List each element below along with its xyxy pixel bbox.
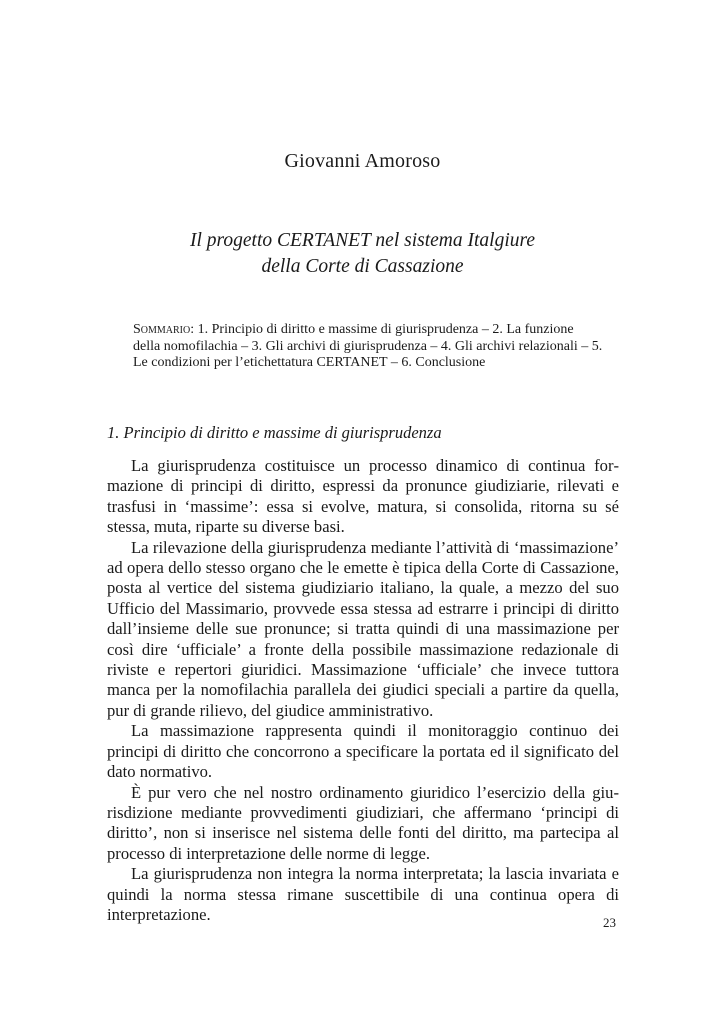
page-number: 23 xyxy=(603,915,616,930)
body-text xyxy=(107,456,619,925)
paragraph: La giurisprudenza costituisce un processo dinamico di continua formazione di principi di diritto, espressi da pronunce giudiziarie, rilevati e trasfusi in ‘massime’: essa si evolve, matura, si consolida, ritorna su sé stessa, muta, riparte su diverse basi. xyxy=(107,456,619,537)
article-title-line-2: della Corte di Cassazione xyxy=(261,256,464,277)
summary-label: Sommario xyxy=(133,322,191,337)
paragraph: La massimazione rappresenta quindi il monitoraggio continuo dei principi di diritto che concorrono a specificare la portata ed il significato del dato normativo. xyxy=(107,721,619,782)
paragraph: La rilevazione della giurisprudenza mediante l’attività di ‘massimazione’ ad opera dello stesso organo che le emette è tipica della Corte di Cassazione, posta al vertice del sistema giudiziario italiano, la quale, a mezzo del suo Ufficio del Massimario, provvede essa stessa ad estrarre i principi di diritto dall’insieme delle sue pronunce; si tratta quindi di una massimazione per così dire ‘ufficiale’ a fronte della possibile massimazione redazionale di riviste e repertori giuridici. Massimazione ‘ufficiale’ che invece tuttora manca per la nomofilachia parallela dei giudici speciali a partire da quella, pur di grande rilievo, del giudice amministrativo. xyxy=(107,537,619,720)
author-name: Giovanni Amoroso xyxy=(284,150,441,172)
summary-text: : 1. Principio di diritto e massime di giurisprudenza – 2. La funzione della nomofilachia – 3. Gli archivi di giurisprudenza – 4. Gli archivi relazionali – 5. Le condizioni per l’etichettatura CERTANET – 6. Conclusione xyxy=(133,322,603,370)
paragraph: È pur vero che nel nostro ordinamento giuridico l’esercizio della giurisdizione mediante provvedimenti giudiziari, che affermano ‘principi di diritto’, non si inserisce nel sistema delle fonti del diritto, ma partecipa al processo di interpretazione delle norme di legge. xyxy=(107,782,619,863)
paragraph: La giurisprudenza non integra la norma interpretata; la lascia invariata e quindi la norma stessa rimane suscettibile di una continua opera di interpretazione. xyxy=(107,864,619,924)
article-title xyxy=(0,228,725,280)
article-title-line-1: Il progetto CERTANET nel sistema Italgiure xyxy=(189,230,536,251)
summary xyxy=(133,322,603,372)
section-heading: 1. Principio di diritto e massime di giurisprudenza xyxy=(107,423,442,442)
